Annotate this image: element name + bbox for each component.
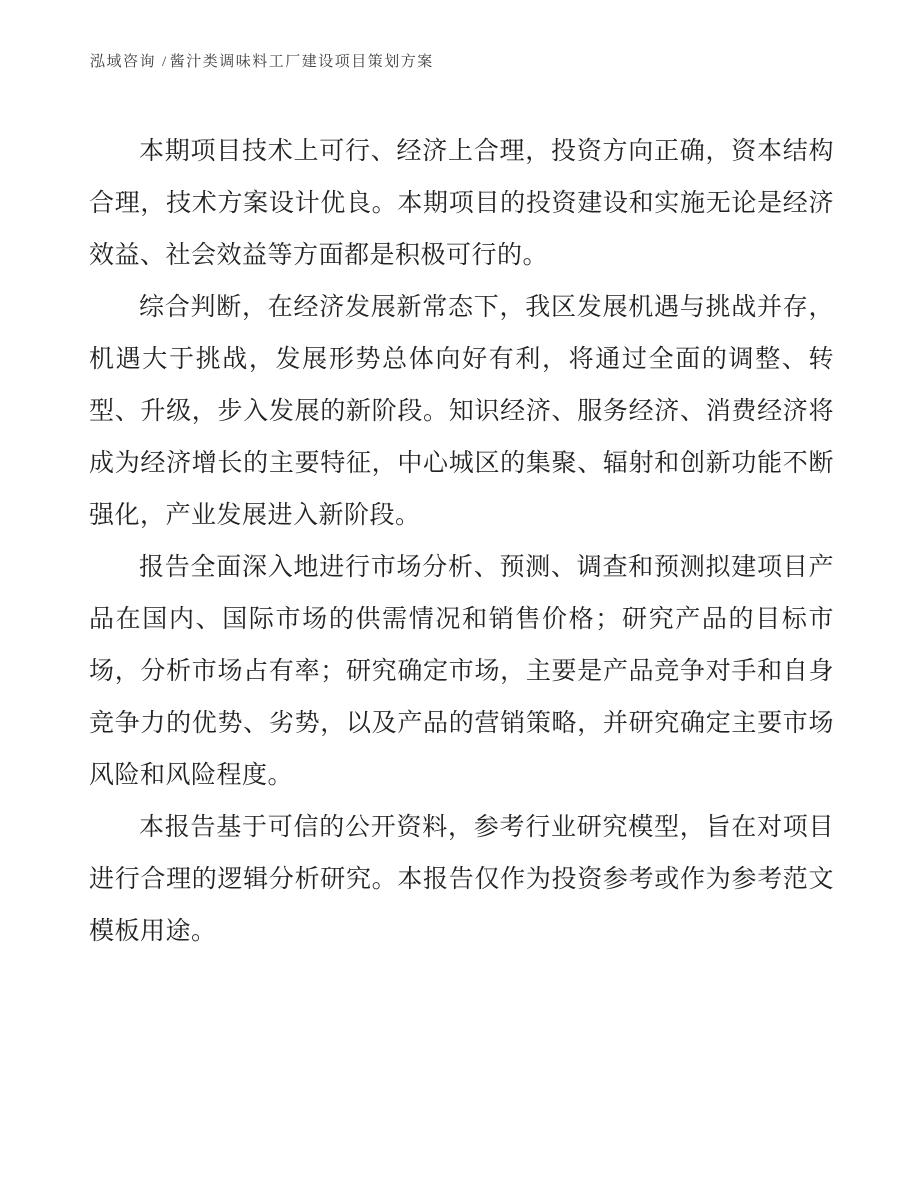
header-brand: 泓域咨询 [90,54,157,70]
paragraph-market-analysis: 报告全面深入地进行市场分析、预测、调查和预测拟建项目产品在国内、国际市场的供需情况和销售价格；研究产品的目标市场，分析市场占有率；研究确定市场，主要是产品竞争对手和自身竞争力的优势、劣势，以及产品的营销策略，并研究确定主要市场风险和风险程度。 [89,554,834,789]
paragraph-feasibility: 本期项目技术上可行、经济上合理，投资方向正确，资本结构合理，技术方案设计优良。本期项目的投资建设和实施无论是经济效益、社会效益等方面都是积极可行的。 [89,138,834,269]
page-header [90,52,434,72]
header-separator: / [162,54,168,70]
paragraph-disclaimer: 本报告基于可信的公开资料，参考行业研究模型，旨在对项目进行合理的逻辑分析研究。本报告仅作为投资参考或作为参考范文模板用途。 [89,814,834,945]
paragraph-judgement: 综合判断，在经济发展新常态下，我区发展机遇与挑战并存，机遇大于挑战，发展形势总体向好有利，将通过全面的调整、转型、升级，步入发展的新阶段。知识经济、服务经济、消费经济将成为经济增长的主要特征，中心城区的集聚、辐射和创新功能不断强化，产业发展进入新阶段。 [89,294,834,529]
header-doc-title: 酱汁类调味料工厂建设项目策划方案 [169,54,434,70]
document-body [89,126,834,958]
